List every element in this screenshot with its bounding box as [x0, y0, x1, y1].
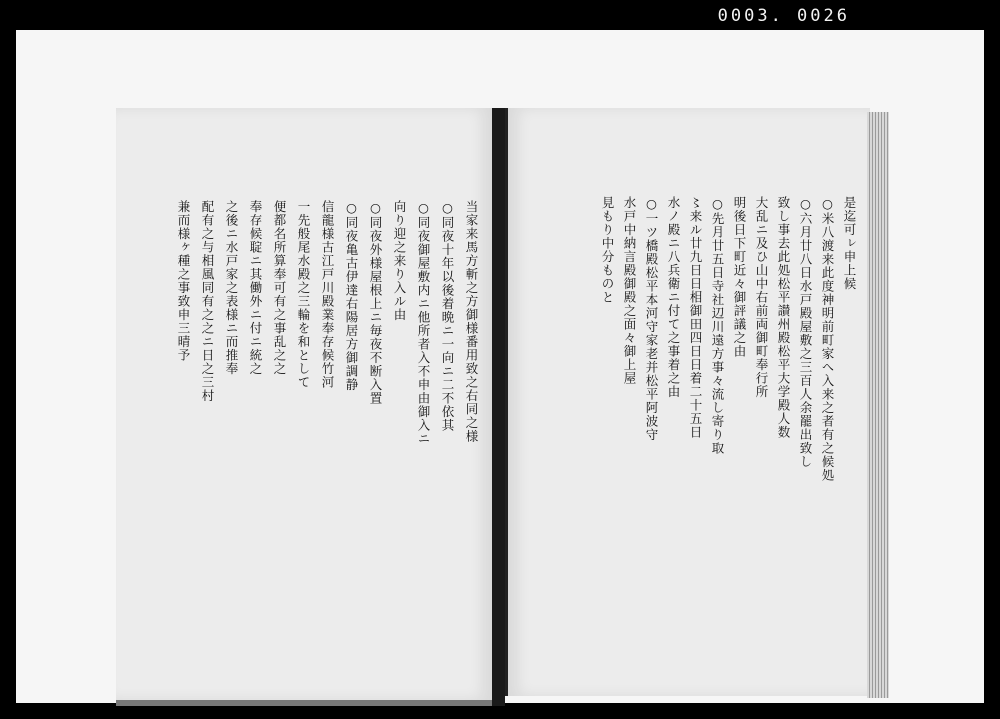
right-column: 是迄可ㇾ申上候 [842, 196, 857, 291]
left-column: 配有之与相風同有之之ニ日之三村 [200, 200, 215, 403]
right-column: ○一ツ橋殿松平本河守家老并松平阿波守 [644, 196, 659, 442]
left-page [116, 108, 495, 700]
right-column: 〻来ル廿九日日相御田四日日着二十五日 [688, 196, 703, 439]
microfilm-frame-number: 0003. 0026 [717, 6, 850, 26]
bottom-page-edge [116, 700, 492, 706]
left-column: ○同夜亀古伊達右陽居方御調静 [344, 200, 359, 392]
left-column: 便都名所算奉可有之事乱之之 [272, 200, 287, 376]
left-column: ○同夜御屋敷内ニ他所者入不申由御入ニ [416, 200, 431, 446]
left-column: ○同夜十年以後着晩ニ一向ニ二不依其 [440, 200, 455, 432]
right-column: 大乱ニ及ひ山中右前両御町奉行所 [754, 196, 769, 399]
left-column: ○同夜外様屋根上ニ毎夜不断入置 [368, 200, 383, 405]
book-gutter [492, 108, 505, 706]
right-column: 水戸中納言殿御殿之面々御上屋 [622, 196, 637, 385]
right-column: ○六月廿八日水戸殿屋敷之三百人余罷出致し [798, 196, 813, 469]
right-column: 水ノ殿ニ八兵衛ニ付て之事着之由 [666, 196, 681, 399]
left-column: 奉存候聢ニ其働外ニ付ニ統之 [248, 200, 263, 376]
backing-board [16, 30, 984, 703]
left-column: 之後ニ水戸家之表様ニ而推奉 [224, 200, 239, 376]
left-column: 当家来馬方斬之方御様番用致之右同之様 [464, 200, 479, 443]
left-column: 向り迎之来り入ル由 [392, 200, 407, 322]
left-page-text [116, 108, 492, 700]
right-column: 明後日下町近々御評議之由 [732, 196, 747, 358]
open-book [116, 108, 894, 706]
right-column: 見もり中分ものと [600, 196, 615, 304]
right-page-text [508, 108, 870, 696]
right-column: ○先月廿五日寺社辺川遠方事々流し寄り取 [710, 196, 725, 455]
right-column: 致し事去此処松平讃州殿松平大学殿人数 [776, 196, 791, 439]
page-edges [867, 112, 889, 698]
right-page [505, 108, 870, 696]
left-column: 兼而様ヶ種之事致申三晴予 [176, 200, 191, 362]
left-column: 信龍様古江戸川殿業奉存候竹河 [320, 200, 335, 389]
right-column: ○米八渡来此度神明前町家へ入来之者有之候処 [820, 196, 835, 482]
left-column: 一先般尾水殿之三輪を和として [296, 200, 311, 389]
